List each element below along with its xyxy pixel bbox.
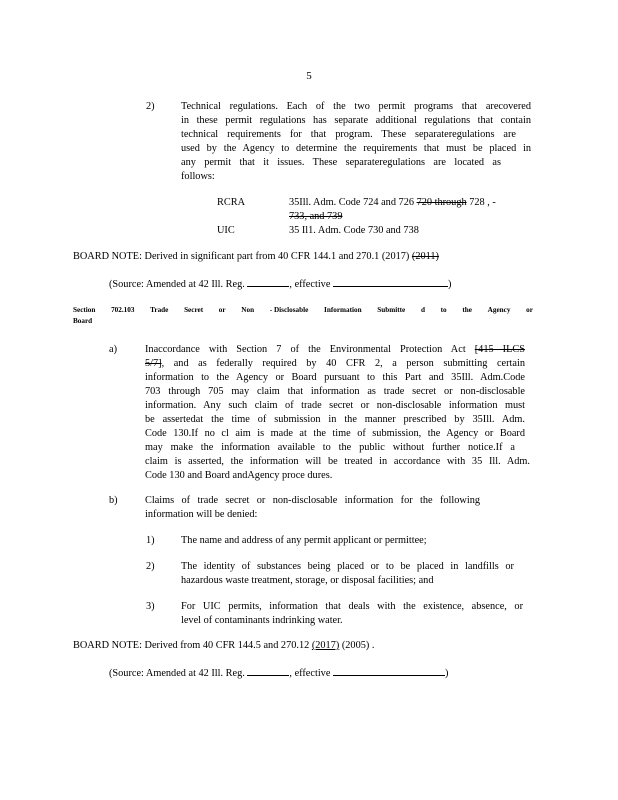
para-a-line-8: may make the information available to the public without further notice.If a [145, 442, 515, 453]
para-b-line-1: Claims of trade secret or non-disclosable information for the following [145, 495, 480, 506]
reg-blank-2 [247, 665, 289, 676]
rcra-label: RCRA [217, 197, 246, 208]
para-b-line-2: information will be denied: [145, 509, 258, 520]
item-b1-line-1: The name and address of any permit applicant or permittee; [181, 535, 427, 546]
uic-code: 35 Il1. Adm. Code 730 and 738 [289, 225, 419, 236]
para-a-line-3: information to the Agency or Board pursuant to this Part and 35Ill. Adm.Code [145, 372, 525, 383]
effective-blank-2 [333, 665, 445, 676]
para-a-line-6: be assertedat the time of submission in the manner prescribed by 35Ill. Adm. [145, 414, 525, 425]
para-a-line-10: Code 130 and Board andAgency proce dures. [145, 470, 333, 481]
section-heading: Section 702.103 Trade Secret or Non - Disclosable Information Submitte d to the Agency or Board [73, 306, 533, 325]
reg-blank-1 [247, 276, 289, 287]
para-a-line-5: information. Any such claim of trade secret or non-disclosable information must [145, 400, 525, 411]
uic-label: UIC [217, 225, 235, 236]
item-2-label: 2) [146, 101, 155, 112]
item-b3-line-1: For UIC permits, information that deals with the existence, absence, or [181, 601, 523, 612]
board-note-2: BOARD NOTE: Derived from 40 CFR 144.5 and 270.12 (2017) (2005) . [73, 640, 375, 651]
para-a-label: a) [109, 344, 117, 355]
item-2-line-5: any permit that it issues. These separateregulations are located as [181, 157, 501, 168]
para-a-line-2: 5/7], and as federally required by 40 CFR 2, a person submitting certain [145, 358, 525, 369]
item-2-line-4: used by the Agency to determine the requirements that must be placed in [181, 143, 531, 154]
board-note-1: BOARD NOTE: Derived in significant part from 40 CFR 144.1 and 270.1 (2017) (2011) [73, 251, 439, 262]
item-b1-label: 1) [146, 535, 155, 546]
para-a-line-9: claim is asserted, the information will be treated in accordance with 35 Ill. Adm. [145, 456, 530, 467]
page-number: 5 [306, 70, 312, 82]
rcra-struck-range: 720 through [416, 197, 467, 208]
item-b2-line-1: The identity of substances being placed or to be placed in landfills or [181, 561, 514, 572]
item-b3-label: 3) [146, 601, 155, 612]
para-a-line-7: Code 130.If no cl aim is made at the time of submission, the Agency or Board [145, 428, 525, 439]
source-line-1: (Source: Amended at 42 Ill. Reg. , effective ) [109, 276, 451, 292]
item-2-line-6: follows: [181, 171, 215, 182]
effective-blank-1 [333, 276, 448, 287]
item-2-line-3: technical requirements for that program. These separateregulations are [181, 129, 516, 140]
rcra-code: 35Ill. Adm. Code 724 and 726 720 through 728 , - [289, 197, 496, 208]
para-b-label: b) [109, 495, 118, 506]
item-b2-label: 2) [146, 561, 155, 572]
para-a-line-1: Inaccordance with Section 7 of the Environmental Protection Act [415 ILCS [145, 344, 525, 355]
item-b3-line-2: level of contaminants indrinking water. [181, 615, 343, 626]
para-a-line-4: 703 through 705 may claim that information as trade secret or non-disclosable [145, 386, 525, 397]
item-b2-line-2: hazardous waste treatment, storage, or disposal facilities; and [181, 575, 434, 586]
rcra-struck-line: 733, and 739 [289, 211, 343, 222]
source-line-2: (Source: Amended at 42 Ill. Reg. , effective ) [109, 665, 448, 681]
item-2-line-1: Technical regulations. Each of the two permit programs that arecovered [181, 101, 531, 112]
item-2-line-2: in these permit regulations has separate additional regulations that contain [181, 115, 531, 126]
